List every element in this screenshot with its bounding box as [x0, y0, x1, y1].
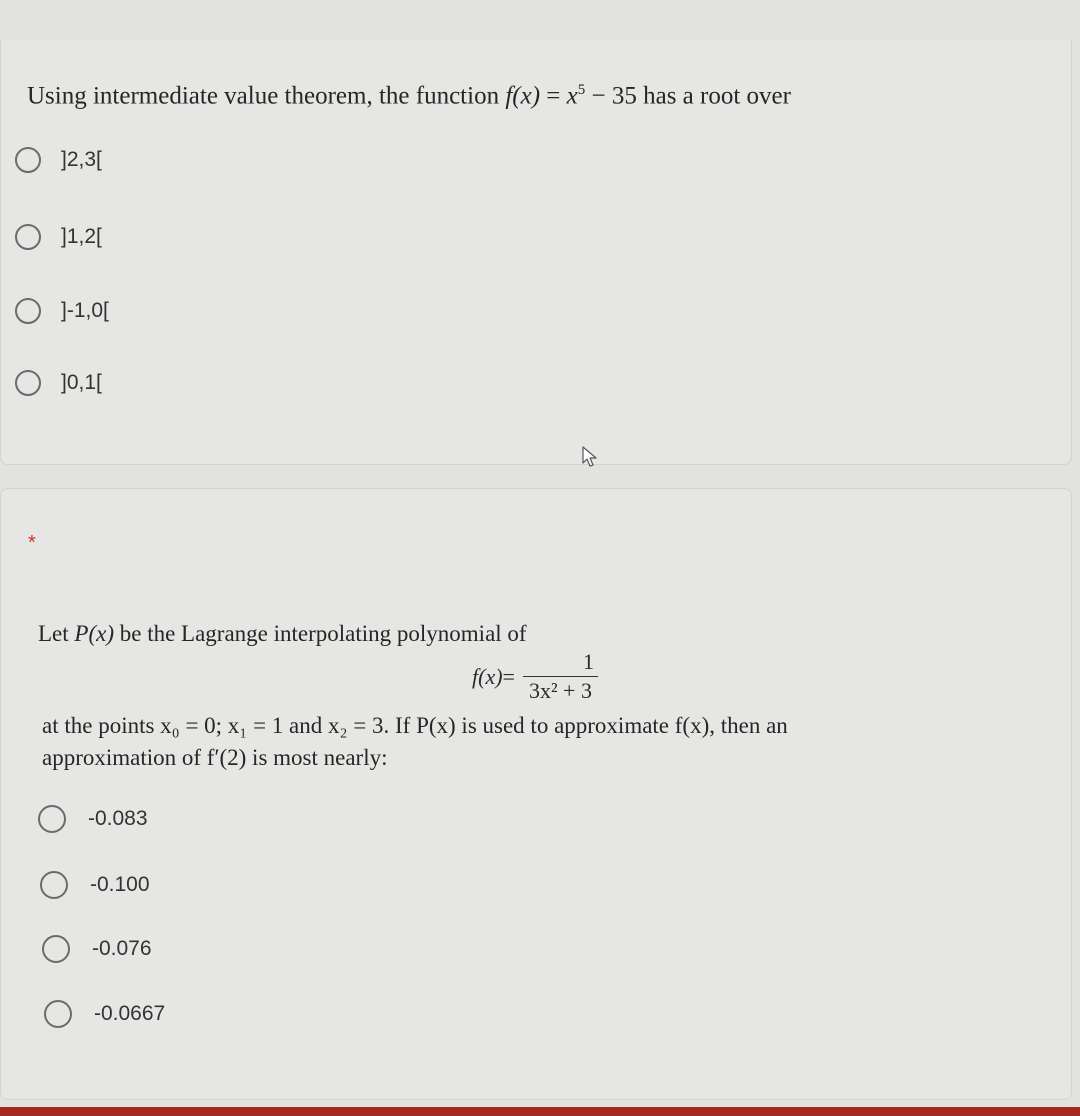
- question-1-prefix: Using intermediate value theorem, the function: [27, 82, 506, 110]
- question-1-text: [27, 82, 791, 110]
- radio-button[interactable]: [40, 871, 68, 899]
- option-label: -0.100: [90, 873, 150, 896]
- question-2-suffix: be the Lagrange interpolating polynomial of: [113, 621, 527, 646]
- question-1-suffix: has a root over: [636, 82, 791, 110]
- question-2-line-1: [38, 621, 527, 647]
- fraction-denominator: 3x² + 3: [528, 678, 592, 703]
- option-label: ]1,2[: [61, 225, 102, 248]
- option-label: -0.076: [92, 937, 152, 960]
- required-asterisk: *: [28, 532, 36, 554]
- bottom-accent-bar: [0, 1107, 1080, 1116]
- radio-button[interactable]: [15, 224, 41, 250]
- question-1-option-2[interactable]: [15, 224, 102, 250]
- question-2-option-1[interactable]: [38, 805, 148, 833]
- question-1-base: x: [566, 82, 578, 110]
- radio-button[interactable]: [42, 935, 70, 963]
- option-label: ]-1,0[: [61, 299, 109, 322]
- radio-button[interactable]: [38, 805, 66, 833]
- question-2-function-definition: [472, 650, 598, 703]
- question-1-option-4[interactable]: [15, 370, 102, 396]
- question-2-polynomial: P(x): [74, 621, 114, 646]
- option-label: -0.0667: [94, 1002, 166, 1025]
- mouse-pointer-icon: [582, 446, 598, 468]
- question-2-option-2[interactable]: [40, 871, 150, 899]
- question-2-line-2: at the points x₀ = 0; x₁ = 1 and x₂ = 3. If P(x) is used to approximate f(x), then an: [42, 713, 788, 738]
- option-label: ]2,3[: [61, 148, 102, 171]
- question-1-option-3[interactable]: [15, 298, 109, 324]
- radio-button[interactable]: [15, 147, 41, 173]
- question-1-rest: − 35: [585, 82, 637, 110]
- question-2-option-3[interactable]: [42, 935, 152, 963]
- function-lhs: f(x): [472, 663, 503, 689]
- fraction: [523, 650, 598, 703]
- function-equals: =: [502, 663, 515, 689]
- question-2-prefix: Let: [38, 621, 75, 646]
- fraction-numerator: 1: [523, 650, 598, 677]
- question-1-equals: =: [540, 82, 567, 110]
- question-1-function: f(x): [505, 82, 541, 110]
- option-label: ]0,1[: [61, 371, 102, 394]
- radio-button[interactable]: [44, 1000, 72, 1028]
- question-2-option-4[interactable]: [44, 1000, 165, 1028]
- radio-button[interactable]: [15, 298, 41, 324]
- radio-button[interactable]: [15, 370, 41, 396]
- question-1-exponent: 5: [577, 82, 586, 98]
- question-2-line-3: approximation of f′(2) is most nearly:: [42, 745, 388, 770]
- option-label: -0.083: [88, 807, 148, 830]
- question-1-option-1[interactable]: [15, 147, 102, 173]
